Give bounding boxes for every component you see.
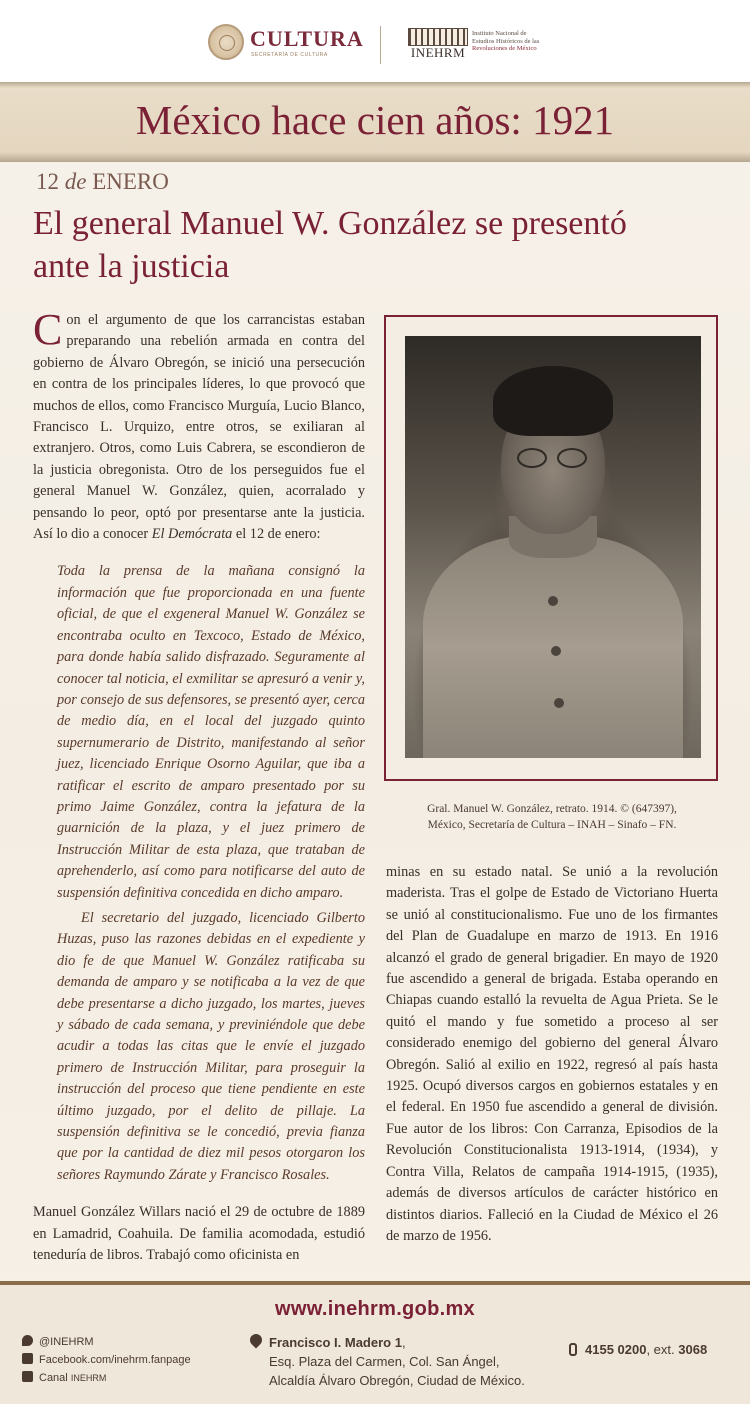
date-day: 12 bbox=[36, 169, 59, 194]
caption-line-2: México, Secretaría de Cultura – INAH – Sinafo – FN. bbox=[427, 819, 677, 831]
article-left-column bbox=[33, 305, 365, 1266]
address-line-1: Francisco I. Madero 1, bbox=[269, 1335, 406, 1350]
youtube-prefix: Canal bbox=[39, 1372, 68, 1384]
intro-paragraph bbox=[33, 305, 365, 545]
uniform-button bbox=[554, 698, 564, 708]
website-link[interactable]: www.inehrm.gob.mx bbox=[275, 1298, 475, 1320]
youtube-channel: INEHRM bbox=[70, 1373, 107, 1383]
phone-number: 4155 0200 bbox=[585, 1342, 647, 1357]
glasses-lens-left bbox=[517, 448, 547, 468]
intro-end: el 12 de enero: bbox=[232, 526, 321, 543]
source-name: El Demócrata bbox=[151, 526, 233, 543]
social-links bbox=[22, 1333, 191, 1387]
header-logos bbox=[0, 0, 750, 82]
caption-line-1: Gral. Manuel W. González, retrato. 1914. © (647397), bbox=[427, 803, 677, 815]
address bbox=[250, 1333, 525, 1390]
cultura-subtitle: SECRETARÍA DE CULTURA bbox=[251, 52, 328, 58]
facebook-url: Facebook.com/inehrm.fanpage bbox=[39, 1354, 191, 1366]
date-month: ENERO bbox=[92, 169, 169, 194]
inehrm-line-1: Instituto Nacional de bbox=[472, 30, 527, 37]
quote-paragraph-1: Toda la prensa de la mañana consignó la información que fue proporcionada en una fuente oficial, de que el exgeneral Manuel W. González se encontraba oculto en Texcoco, Estado de México, para donde había salido disfrazado. Seguramente al conocer tal noticia, el exmilitar se apresuró a venir y, por consejo de sus defensores, se presentó ayer, cerca de medio día, en el local del juzgado quinto supernumerario de Distrito, manifestando al señor juez, licenciado Enrique Osorno Aguilar, que iba a ratificar el escrito de amparo presentado por su primo Jaime González, contra la jefatura de la guarnición de la plaza, y el juez primero de Instrucción Militar de esta plaza, que trataban de aprehenderlo, así como para notificarse del auto de suspensión definitiva concedida en dicho amparo. bbox=[57, 563, 365, 901]
phone-contact[interactable] bbox=[569, 1342, 707, 1357]
address-street: Francisco I. Madero 1 bbox=[269, 1335, 402, 1350]
youtube-link[interactable] bbox=[22, 1369, 191, 1387]
phone-ext-label: , ext. bbox=[646, 1342, 675, 1357]
facebook-icon bbox=[22, 1353, 33, 1364]
cultura-wordmark: CULTURA bbox=[250, 26, 364, 51]
building-icon bbox=[408, 28, 468, 46]
portrait-frame bbox=[384, 315, 718, 781]
inehrm-line-2: Estudios Históricos de las bbox=[472, 37, 540, 45]
uniform-button bbox=[548, 596, 558, 606]
glasses-lens-right bbox=[557, 448, 587, 468]
block-quote bbox=[57, 561, 365, 1186]
glasses-icon bbox=[517, 448, 593, 468]
location-pin-icon bbox=[248, 1332, 265, 1349]
quote-paragraph-2: El secretario del juzgado, licenciado Gilberto Huzas, puso las razones debidas en el expediente y dio fe de que Manuel W. González ratificaba su demanda de amparo y se notificaba a la vez de que debe presentarse a dicho juzgado, los martes, jueves y sábado de cada semana, y previniéndole que debe acudir a todas las citas que le envíe el juzgado primero de Instrucción Militar, para proseguir la instrucción del proceso que tiene pendiente en este último juzgado, por el delito de pillaje. La suspensión definitiva se le concedió, previa fianza que por la cantidad de diez mil pesos otorgaron los señores Raymundo Zárate y Francisco Rosales. bbox=[57, 909, 365, 1183]
article-headline: El general Manuel W. González se presentó ante la justicia bbox=[33, 205, 627, 285]
bio-paragraph-start: Manuel González Willars nació el 29 de octubre de 1889 en Lamadrid, Coahuila. De familia acomodada, estudió teneduría de libros. Trabajó como oficinista en bbox=[33, 1204, 365, 1264]
phone-extension: 3068 bbox=[678, 1342, 708, 1357]
series-title: México hace cien años: 1921 bbox=[135, 97, 615, 143]
logo-divider bbox=[380, 26, 381, 64]
address-line-3: Alcaldía Álvaro Obregón, Ciudad de México. bbox=[269, 1373, 525, 1388]
date-de: de bbox=[64, 169, 87, 194]
facebook-link[interactable] bbox=[22, 1351, 191, 1369]
phone-icon bbox=[569, 1343, 577, 1356]
inehrm-line-3: Revoluciones de México bbox=[472, 45, 537, 52]
inehrm-wordmark: INEHRM bbox=[410, 45, 466, 60]
intro-text: on el argumento de que los carrancistas estaban preparando una rebelión armada en contra del gobierno de Álvaro Obregón, se inició una persecución en contra de los principales líderes, lo que provocó que muchos de ellos, como Francisco Murguía, Lucio Blanco, Francisco L. Urquizo, entre otros, se exiliaran al extranjero. Otros, como Luis Cabrera, se escondieron de la justicia obregonista. Otro de los perseguidos fue el general Manuel W. González, quien, acorralado y pensando lo peor, optó por presentarse ante la justicia. Así lo dio a conocer bbox=[33, 312, 365, 543]
uniform-button bbox=[551, 646, 561, 656]
article-date bbox=[36, 169, 169, 195]
hair bbox=[493, 366, 613, 436]
youtube-icon bbox=[22, 1371, 33, 1382]
twitter-icon bbox=[22, 1335, 33, 1346]
inehrm-fullname bbox=[472, 30, 562, 53]
twitter-link[interactable] bbox=[22, 1333, 191, 1351]
mexico-seal-icon bbox=[208, 24, 244, 60]
portrait-photo[interactable] bbox=[405, 336, 701, 758]
photo-caption bbox=[386, 801, 718, 833]
bio-paragraph-continued: minas en su estado natal. Se unió a la revolución maderista. Tras el golpe de Estado de Victoriano Huerta se unió al constitucionalismo. Fue uno de los firmantes del Plan de Guadalupe en marzo de 1913. En 1916 alcanzó el grado de general brigadier. En mayo de 1920 fue ascendido a general de brigada. Estaba operando en Chiapas cuando estalló la revuelta de Agua Prieta. Se le quitó el mando y fue sometido a proceso al ser considerado enemigo del gobierno del general Álvaro Obregón. Salió al exilio en 1922, regresó al país hasta 1925. Ocupó diversos cargos en gobiernos estatales y en el federal. En 1950 fue ascendido a general de división. Fue autor de los libros: Con Carranza, Episodios de la Revolución Constitucionalista 1913-1914, (1934), y Contra Villa, Relatos de campaña 1914-1915, (1935), además de diversos artículos de carácter histórico en distintos diarios. Falleció en la Ciudad de México el 26 de marzo de 1956. bbox=[386, 864, 718, 1244]
address-line-2: Esq. Plaza del Carmen, Col. San Ángel, bbox=[269, 1354, 500, 1369]
twitter-handle: @INEHRM bbox=[39, 1336, 94, 1348]
drop-cap: C bbox=[33, 305, 63, 354]
article-right-column bbox=[386, 862, 718, 1247]
